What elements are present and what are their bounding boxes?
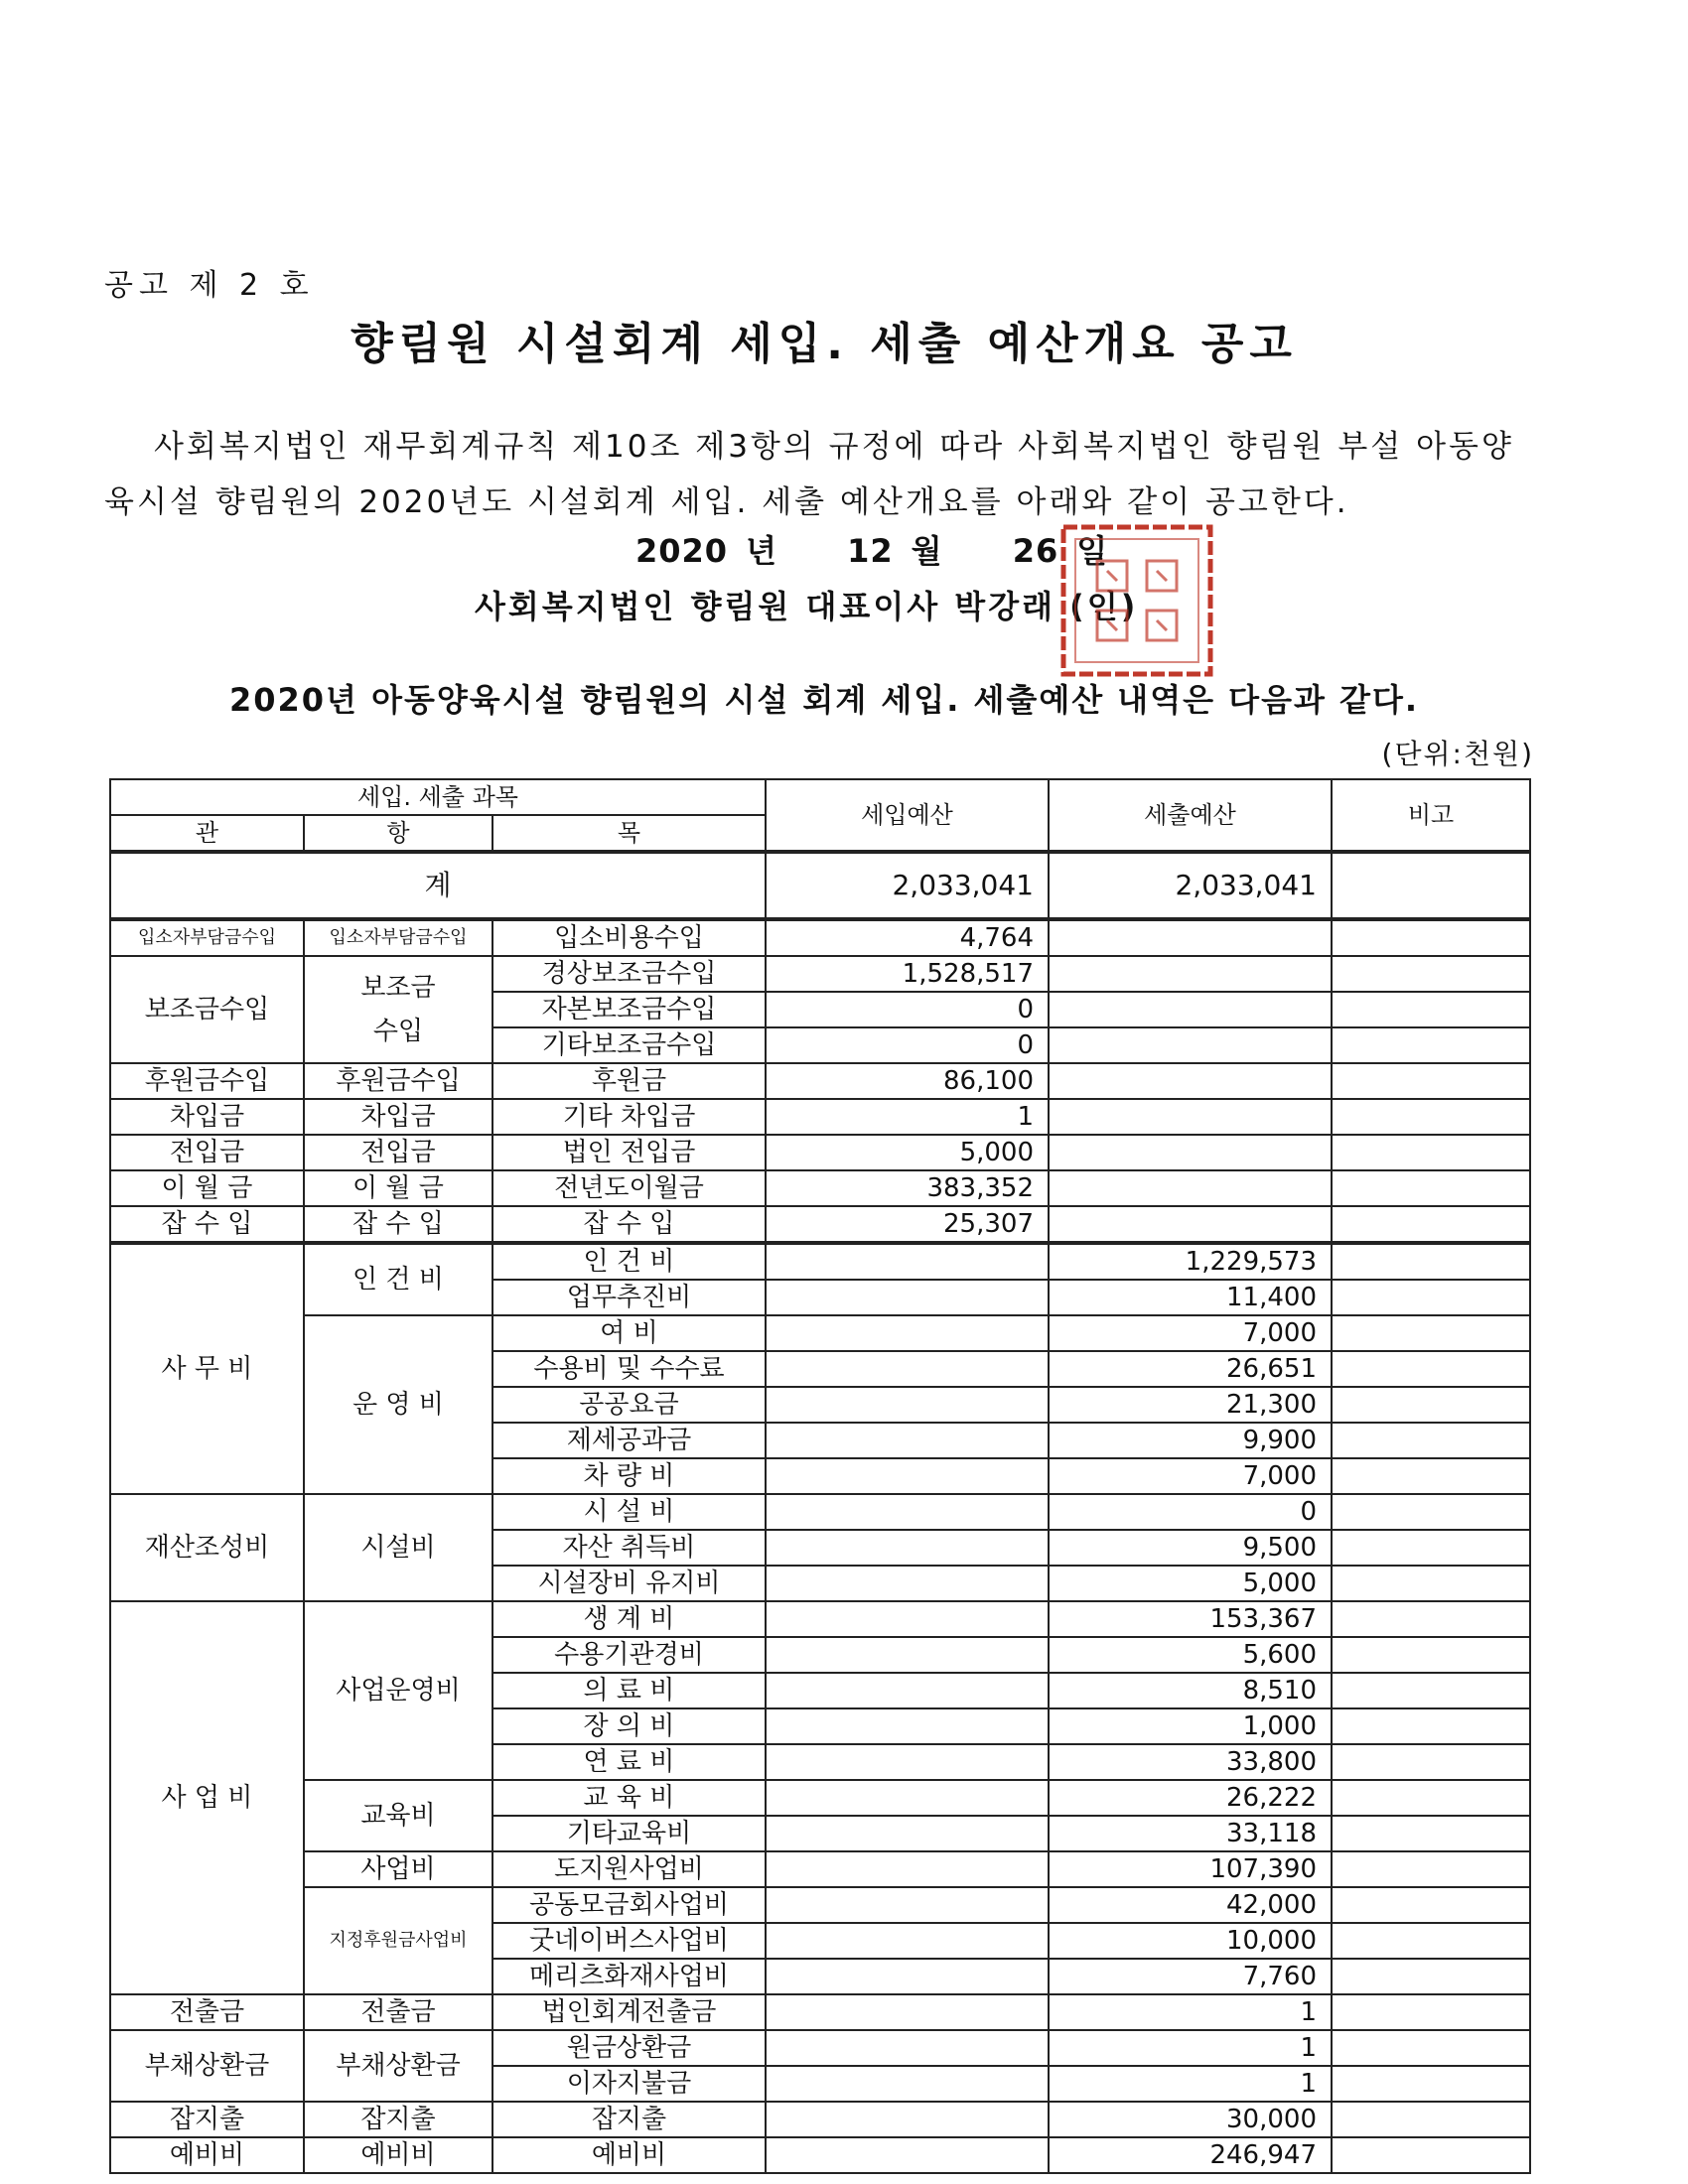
revenue-cell: [766, 2102, 1049, 2137]
expenditure-cell: 42,000: [1049, 1887, 1332, 1923]
gwan-cell: 사 업 비: [110, 1601, 304, 1994]
mok-cell: 경상보조금수입: [492, 956, 766, 992]
expenditure-cell: 5,600: [1049, 1637, 1332, 1673]
revenue-cell: 4,764: [766, 919, 1049, 956]
revenue-cell: [766, 1530, 1049, 1566]
total-label: 계: [110, 852, 766, 919]
remarks-cell: [1332, 1744, 1530, 1780]
mok-cell: 시설장비 유지비: [492, 1566, 766, 1601]
mok-cell: 자산 취득비: [492, 1530, 766, 1566]
table-row: [110, 1887, 1530, 1923]
gwan-cell: 예비비: [110, 2137, 304, 2173]
revenue-cell: [766, 2066, 1049, 2102]
hang-cell: 부채상환금: [304, 2030, 492, 2102]
table-row: [110, 956, 1530, 992]
expenditure-cell: 11,400: [1049, 1280, 1332, 1315]
expenditure-cell: 8,510: [1049, 1673, 1332, 1708]
official-seal-stamp: [1057, 521, 1216, 680]
expenditure-cell: [1049, 1206, 1332, 1243]
unit-label: (단위:천원): [1381, 738, 1534, 770]
budget-table: [109, 778, 1531, 2174]
mok-cell: 잡지출: [492, 2102, 766, 2137]
mok-cell: 이자지불금: [492, 2066, 766, 2102]
expenditure-cell: 10,000: [1049, 1923, 1332, 1959]
remarks-cell: [1332, 1994, 1530, 2030]
remarks-cell: [1332, 1959, 1530, 1994]
representative-line: 사회복지법인 향림원 대표이사 박강래 (인): [475, 588, 1139, 625]
revenue-cell: [766, 1637, 1049, 1673]
remarks-cell: [1332, 1351, 1530, 1387]
revenue-cell: [766, 1887, 1049, 1923]
mok-cell: 예비비: [492, 2137, 766, 2173]
expenditure-cell: [1049, 1063, 1332, 1099]
expenditure-cell: 21,300: [1049, 1387, 1332, 1423]
hang-cell: 지정후원금사업비: [304, 1887, 492, 1994]
body-text: 사회복지법인 재무회계규칙 제10조 제3항의 규정에 따라 사회복지법인 향림원 부설 아동양육시설 향림원의 2020년도 시설회계 세입. 세출 예산개요를 아래와 같이 공고한다.: [104, 429, 1514, 520]
body-paragraph: [104, 419, 1524, 530]
remarks-cell: [1332, 1637, 1530, 1673]
hang-line-2: 수입: [372, 1017, 424, 1046]
gwan-cell: 후원금수입: [110, 1063, 304, 1099]
header-mok: 목: [492, 815, 766, 852]
remarks-cell: [1332, 1530, 1530, 1566]
hang-cell: 차입금: [304, 1099, 492, 1135]
table-row: [110, 1494, 1530, 1530]
mok-cell: 업무추진비: [492, 1280, 766, 1315]
expenditure-cell: 9,500: [1049, 1530, 1332, 1566]
table-row: [110, 1243, 1530, 1280]
table-row: [110, 919, 1530, 956]
remarks-cell: [1332, 1816, 1530, 1851]
expenditure-cell: 1: [1049, 1994, 1332, 2030]
remarks-cell: [1332, 2137, 1530, 2173]
table-row: [110, 1315, 1530, 1351]
expenditure-cell: 107,390: [1049, 1851, 1332, 1887]
expenditure-cell: 246,947: [1049, 2137, 1332, 2173]
revenue-cell: [766, 1780, 1049, 1816]
revenue-cell: [766, 1280, 1049, 1315]
remarks-cell: [1332, 1063, 1530, 1099]
notice-number: 공고 제 2 호: [104, 268, 315, 303]
expenditure-cell: [1049, 1099, 1332, 1135]
table-row: [110, 1780, 1530, 1816]
remarks-cell: [1332, 1601, 1530, 1637]
mok-cell: 잡 수 입: [492, 1206, 766, 1243]
mok-cell: 생 계 비: [492, 1601, 766, 1637]
remarks-cell: [1332, 1887, 1530, 1923]
gwan-cell: 전입금: [110, 1135, 304, 1170]
table-row: [110, 2137, 1530, 2173]
date-year-unit: 년: [746, 532, 777, 570]
expenditure-cell: 1: [1049, 2030, 1332, 2066]
mok-cell: 제세공과금: [492, 1423, 766, 1458]
hang-cell: 사업운영비: [304, 1601, 492, 1780]
hang-cell: 전출금: [304, 1994, 492, 2030]
table-row: [110, 1063, 1530, 1099]
remarks-cell: [1332, 1673, 1530, 1708]
revenue-cell: [766, 1994, 1049, 2030]
gwan-cell: 입소자부담금수입: [110, 919, 304, 956]
notice-date: [635, 526, 1126, 572]
revenue-cell: [766, 1744, 1049, 1780]
mok-cell: 입소비용수입: [492, 919, 766, 956]
remarks-cell: [1332, 1566, 1530, 1601]
mok-cell: 시 설 비: [492, 1494, 766, 1530]
expenditure-cell: 30,000: [1049, 2102, 1332, 2137]
budget-summary: 2020년 아동양육시설 향림원의 시설 회계 세입. 세출예산 내역은 다음과 같다.: [228, 681, 1420, 719]
hang-cell: 잡지출: [304, 2102, 492, 2137]
date-month-unit: 월: [911, 532, 943, 570]
hang-cell: 잡 수 입: [304, 1206, 492, 1243]
gwan-cell: 재산조성비: [110, 1494, 304, 1601]
revenue-cell: [766, 1923, 1049, 1959]
expenditure-cell: 1,229,573: [1049, 1243, 1332, 1280]
revenue-cell: 5,000: [766, 1135, 1049, 1170]
remarks-cell: [1332, 1027, 1530, 1063]
remarks-cell: [1332, 1423, 1530, 1458]
date-day: 26: [1012, 532, 1059, 570]
mok-cell: 메리츠화재사업비: [492, 1959, 766, 1994]
remarks-cell: [1332, 1851, 1530, 1887]
hang-cell: [304, 956, 492, 1063]
mok-cell: 공동모금회사업비: [492, 1887, 766, 1923]
remarks-cell: [1332, 2102, 1530, 2137]
revenue-cell: [766, 1351, 1049, 1387]
hang-cell: 전입금: [304, 1135, 492, 1170]
revenue-cell: 86,100: [766, 1063, 1049, 1099]
remarks-cell: [1332, 2066, 1530, 2102]
header-expenditure: 세출예산: [1049, 779, 1332, 852]
revenue-cell: [766, 1387, 1049, 1423]
mok-cell: 원금상환금: [492, 2030, 766, 2066]
mok-cell: 연 료 비: [492, 1744, 766, 1780]
date-year: 2020: [635, 532, 729, 570]
expenditure-cell: 33,118: [1049, 1816, 1332, 1851]
remarks-cell: [1332, 1923, 1530, 1959]
revenue-cell: 1: [766, 1099, 1049, 1135]
revenue-cell: 383,352: [766, 1170, 1049, 1206]
gwan-cell: 잡지출: [110, 2102, 304, 2137]
expenditure-cell: [1049, 1135, 1332, 1170]
remarks-cell: [1332, 992, 1530, 1027]
expenditure-cell: 26,651: [1049, 1351, 1332, 1387]
table-row: [110, 1099, 1530, 1135]
hang-cell: 예비비: [304, 2137, 492, 2173]
remarks-cell: [1332, 1099, 1530, 1135]
mok-cell: 장 의 비: [492, 1708, 766, 1744]
mok-cell: 후원금: [492, 1063, 766, 1099]
mok-cell: 공공요금: [492, 1387, 766, 1423]
remarks-cell: [1332, 919, 1530, 956]
remarks-cell: [1332, 1708, 1530, 1744]
mok-cell: 기타 차입금: [492, 1099, 766, 1135]
mok-cell: 교 육 비: [492, 1780, 766, 1816]
mok-cell: 기타교육비: [492, 1816, 766, 1851]
expenditure-cell: 1,000: [1049, 1708, 1332, 1744]
expenditure-cell: 7,760: [1049, 1959, 1332, 1994]
date-day-unit: 일: [1076, 532, 1109, 570]
gwan-cell: 사 무 비: [110, 1243, 304, 1494]
hang-cell: 이 월 금: [304, 1170, 492, 1206]
revenue-cell: 0: [766, 992, 1049, 1027]
gwan-cell: 부채상환금: [110, 2030, 304, 2102]
expenditure-cell: 0: [1049, 1494, 1332, 1530]
revenue-cell: [766, 1959, 1049, 1994]
hang-cell: 사업비: [304, 1851, 492, 1887]
revenue-cell: 1,528,517: [766, 956, 1049, 992]
table-row: [110, 1206, 1530, 1243]
revenue-cell: 0: [766, 1027, 1049, 1063]
mok-cell: 굿네이버스사업비: [492, 1923, 766, 1959]
revenue-cell: [766, 1708, 1049, 1744]
expenditure-cell: [1049, 992, 1332, 1027]
header-subject: 세입. 세출 과목: [110, 779, 766, 815]
hang-cell: 교육비: [304, 1780, 492, 1851]
mok-cell: 기타보조금수입: [492, 1027, 766, 1063]
expenditure-cell: 26,222: [1049, 1780, 1332, 1816]
header-hang: 항: [304, 815, 492, 852]
expenditure-cell: 153,367: [1049, 1601, 1332, 1637]
header-revenue: 세입예산: [766, 779, 1049, 852]
header-gwan: 관: [110, 815, 304, 852]
remarks-cell: [1332, 1387, 1530, 1423]
remarks-cell: [1332, 1315, 1530, 1351]
mok-cell: 전년도이월금: [492, 1170, 766, 1206]
gwan-cell: 잡 수 입: [110, 1206, 304, 1243]
revenue-cell: [766, 2137, 1049, 2173]
document-title: 향림원 시설회계 세입. 세출 예산개요 공고: [351, 319, 1298, 369]
expenditure-cell: 7,000: [1049, 1315, 1332, 1351]
revenue-cell: [766, 1243, 1049, 1280]
revenue-cell: [766, 1315, 1049, 1351]
hang-cell: 시설비: [304, 1494, 492, 1601]
header-row: [110, 779, 1530, 815]
table-row: [110, 1851, 1530, 1887]
hang-cell: 인 건 비: [304, 1243, 492, 1315]
remarks-cell: [1332, 1780, 1530, 1816]
remarks-cell: [1332, 1135, 1530, 1170]
mok-cell: 법인 전입금: [492, 1135, 766, 1170]
table-row: [110, 2030, 1530, 2066]
expenditure-cell: [1049, 1170, 1332, 1206]
gwan-cell: 전출금: [110, 1994, 304, 2030]
total-revenue: 2,033,041: [766, 852, 1049, 919]
expenditure-cell: 33,800: [1049, 1744, 1332, 1780]
date-month: 12: [847, 532, 894, 570]
table-row: [110, 1994, 1530, 2030]
remarks-cell: [1332, 1280, 1530, 1315]
remarks-cell: [1332, 1206, 1530, 1243]
mok-cell: 도지원사업비: [492, 1851, 766, 1887]
remarks-cell: [1332, 1170, 1530, 1206]
table-row: [110, 1135, 1530, 1170]
remarks-cell: [1332, 1458, 1530, 1494]
remarks-cell: [1332, 1243, 1530, 1280]
total-expenditure: 2,033,041: [1049, 852, 1332, 919]
expenditure-cell: 7,000: [1049, 1458, 1332, 1494]
mok-cell: 차 량 비: [492, 1458, 766, 1494]
revenue-cell: [766, 1566, 1049, 1601]
hang-cell: 입소자부담금수입: [304, 919, 492, 956]
table-row: [110, 2102, 1530, 2137]
expenditure-cell: [1049, 919, 1332, 956]
expenditure-cell: [1049, 1027, 1332, 1063]
total-row: [110, 852, 1530, 919]
table-row: [110, 1170, 1530, 1206]
mok-cell: 법인회계전출금: [492, 1994, 766, 2030]
mok-cell: 인 건 비: [492, 1243, 766, 1280]
total-remarks: [1332, 852, 1530, 919]
revenue-cell: [766, 1851, 1049, 1887]
gwan-cell: 보조금수입: [110, 956, 304, 1063]
gwan-cell: 차입금: [110, 1099, 304, 1135]
revenue-cell: [766, 2030, 1049, 2066]
mok-cell: 수용기관경비: [492, 1637, 766, 1673]
mok-cell: 의 료 비: [492, 1673, 766, 1708]
mok-cell: 자본보조금수입: [492, 992, 766, 1027]
remarks-cell: [1332, 2030, 1530, 2066]
expenditure-cell: 5,000: [1049, 1566, 1332, 1601]
remarks-cell: [1332, 1494, 1530, 1530]
hang-cell: 운 영 비: [304, 1315, 492, 1494]
revenue-cell: 25,307: [766, 1206, 1049, 1243]
revenue-cell: [766, 1816, 1049, 1851]
revenue-cell: [766, 1601, 1049, 1637]
expenditure-cell: 1: [1049, 2066, 1332, 2102]
table-row: [110, 1601, 1530, 1637]
remarks-cell: [1332, 956, 1530, 992]
expenditure-cell: 9,900: [1049, 1423, 1332, 1458]
expenditure-cell: [1049, 956, 1332, 992]
hang-cell: 후원금수입: [304, 1063, 492, 1099]
revenue-cell: [766, 1494, 1049, 1530]
mok-cell: 여 비: [492, 1315, 766, 1351]
revenue-cell: [766, 1423, 1049, 1458]
revenue-cell: [766, 1673, 1049, 1708]
header-remarks: 비고: [1332, 779, 1530, 852]
mok-cell: 수용비 및 수수료: [492, 1351, 766, 1387]
gwan-cell: 이 월 금: [110, 1170, 304, 1206]
revenue-cell: [766, 1458, 1049, 1494]
hang-line-1: 보조금: [360, 973, 436, 1003]
